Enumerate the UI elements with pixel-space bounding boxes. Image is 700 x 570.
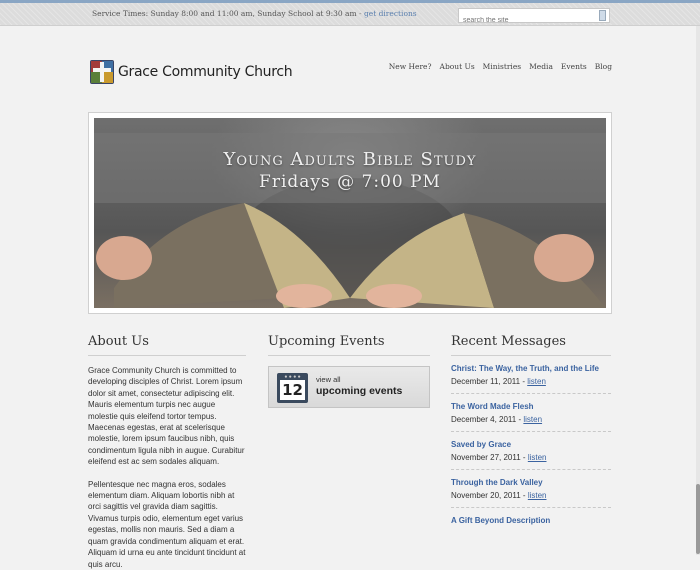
message-item — [451, 394, 611, 432]
main-nav — [381, 62, 612, 71]
nav-blog[interactable]: Blog — [594, 62, 612, 71]
scrollbar[interactable] — [696, 26, 700, 555]
messages-section — [451, 334, 611, 532]
nav-events[interactable]: Events — [560, 62, 587, 71]
about-paragraph: Grace Community Church is committed to developing disciples of Christ. Lorem ipsum dolor sit amet, consectetur adipiscing elit. Mauris elementum turpis nec augue molestie quis eleifend tortor tempus. Maecenas egestas, erat at scelerisque molestie, lorem ipsum faucibus nibh, quis condimentum ligula nibh in augue. Curabitur eleifend est ac sem sodales aliquam. — [88, 366, 245, 467]
message-title[interactable]: The Word Made Flesh — [451, 402, 534, 411]
message-date: December 11, 2011 — [451, 377, 521, 386]
message-date-separator: - — [522, 377, 525, 386]
message-date-separator: - — [522, 453, 526, 462]
listen-link[interactable]: listen — [527, 491, 547, 500]
messages-heading: Recent Messages — [451, 334, 611, 356]
message-date-separator: - — [518, 415, 522, 424]
nav-media[interactable]: Media — [529, 62, 553, 71]
calendar-rings: ● ● ● ● — [284, 374, 301, 380]
events-heading: Upcoming Events — [268, 334, 430, 356]
message-title[interactable]: Saved by Grace — [451, 440, 512, 449]
message-item — [451, 508, 611, 532]
hero-photo — [94, 118, 606, 308]
message-meta — [451, 415, 611, 424]
message-date: December 4, 2011 — [451, 415, 517, 424]
events-section — [268, 334, 430, 408]
top-bar — [0, 3, 700, 26]
service-times-text: Service Times: Sunday 8:00 and 11:00 am, Sunday School at 9:30 am — [92, 9, 357, 18]
message-item — [451, 432, 611, 470]
message-item — [451, 470, 611, 508]
nav-about-us[interactable]: About Us — [439, 62, 475, 71]
view-all-events-button[interactable] — [268, 366, 430, 408]
listen-link[interactable]: listen — [523, 415, 543, 424]
service-times-separator: - — [359, 9, 362, 18]
scrollbar-thumb[interactable] — [696, 484, 700, 554]
message-date-separator: - — [522, 491, 526, 500]
listen-link[interactable]: listen — [527, 377, 546, 386]
hero-subtitle: Fridays @ 7:00 PM — [259, 172, 441, 192]
message-title[interactable]: Through the Dark Valley — [451, 478, 543, 487]
message-date: November 20, 2011 — [451, 491, 521, 500]
message-date: November 27, 2011 — [451, 453, 521, 462]
message-meta — [451, 491, 611, 500]
upcoming-events-label: upcoming events — [316, 385, 403, 397]
message-item — [451, 356, 611, 394]
hero-title: Young Adults Bible Study — [223, 149, 477, 170]
site-name: Grace Community Church — [118, 64, 293, 80]
search-box — [458, 8, 610, 23]
message-title[interactable]: Christ: The Way, the Truth, and the Life — [451, 364, 600, 373]
view-all-label: view all — [316, 375, 341, 384]
message-title[interactable]: A Gift Beyond Description — [451, 516, 551, 525]
church-logo-icon — [90, 60, 114, 84]
nav-new-here[interactable]: New Here? — [388, 62, 432, 71]
message-meta — [451, 453, 611, 462]
search-icon[interactable] — [599, 10, 606, 21]
listen-link[interactable]: listen — [527, 453, 547, 462]
search-input[interactable] — [459, 14, 593, 27]
about-section — [88, 334, 246, 570]
message-meta — [451, 377, 611, 386]
site-logo[interactable] — [90, 60, 292, 84]
calendar-day: 12 — [280, 380, 305, 400]
about-heading: About Us — [88, 334, 246, 356]
calendar-icon — [277, 373, 308, 403]
about-paragraph: Pellentesque nec magna eros, sodales elementum diam. Aliquam lobortis nibh at orci sagittis vel gravida diam sagittis. Vivamus turpis odio, elementum eget varius egestas, mollis non mauris. Sed a diam a quam gravida condimentum aliquam et erat. Aliquam id urna eu ante tincidunt tincidunt at quis arcu. — [88, 479, 246, 569]
service-times — [92, 9, 417, 18]
nav-ministries[interactable]: Ministries — [482, 62, 522, 71]
get-directions-link[interactable]: get directions — [363, 9, 417, 18]
hero-banner[interactable] — [88, 112, 612, 314]
